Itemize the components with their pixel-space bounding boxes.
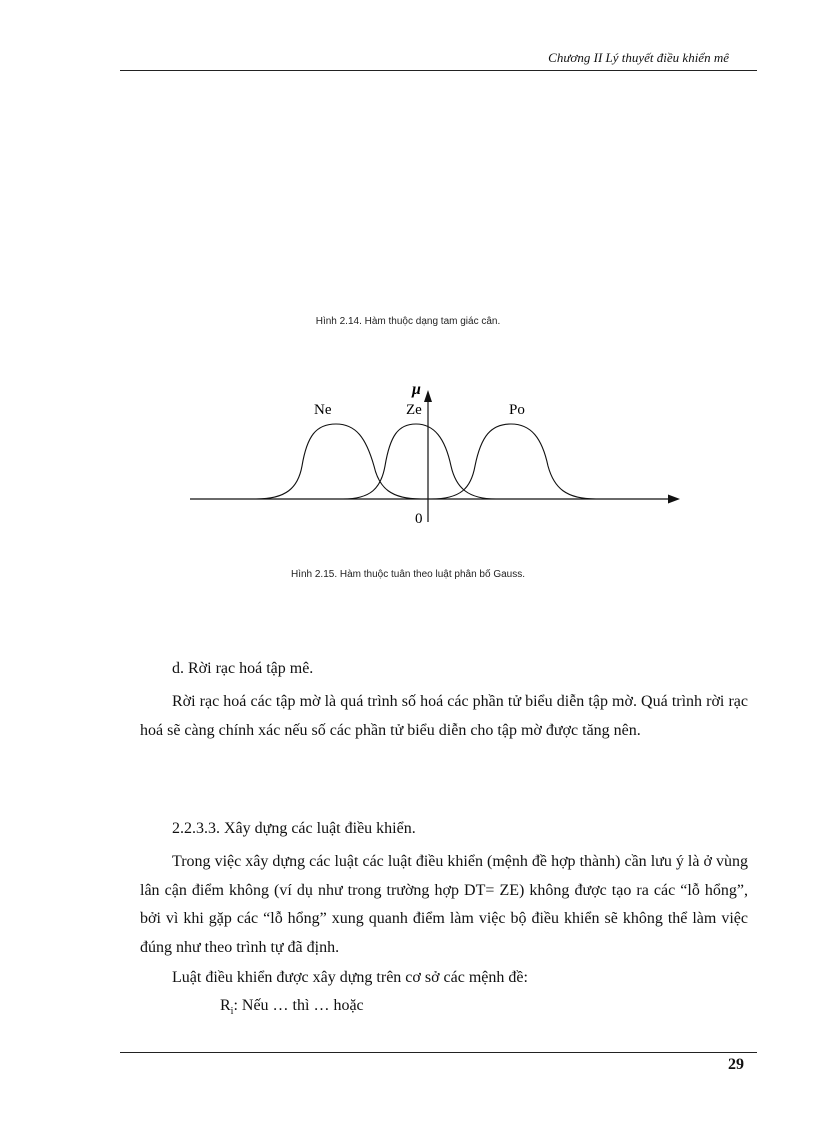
page-header — [120, 48, 757, 71]
figure-2-14-caption: Hình 2.14. Hàm thuộc dạng tam giác cân. — [315, 316, 501, 327]
chapter-title: Chương II Lý thuyết điều khiển mê — [548, 50, 729, 65]
section-2233-paragraph-1: Trong việc xây dựng các luật các luật điều khiển (mệnh đề hợp thành) cần lưu ý là ở vùng lân cận điểm không (ví dụ như trong trường hợp DT= ZE) không được tạo ra các “lỗ hổng”, bởi vì khi gặp các “lỗ hổng” xung quanh điểm làm việc bộ điều khiển sẽ không thể làm việc đúng như theo trình tự đã định. — [140, 853, 748, 956]
rule-symbol: R — [220, 997, 231, 1014]
y-axis-arrow — [424, 390, 432, 402]
y-axis-label: μ — [412, 381, 421, 398]
gauss-membership-figure — [186, 376, 686, 536]
rule-statement — [220, 997, 364, 1017]
set-label-po: Po — [509, 402, 525, 418]
section-d-paragraph: Rời rạc hoá các tập mờ là quá trình số hoá các phần tử biểu diễn tập mờ. Quá trình rời rạc hoá sẽ càng chính xác nếu số các phần tử biểu diễn cho tập mờ được tăng nên. — [140, 693, 748, 739]
rule-text: : Nếu … thì … hoặc — [233, 997, 364, 1014]
curve-ze — [343, 424, 496, 499]
curve-po — [431, 424, 596, 499]
footer-rule — [120, 1052, 757, 1053]
rule-subscript: i — [230, 1006, 234, 1018]
curve-ne — [256, 424, 421, 499]
page-number: 29 — [728, 1056, 744, 1073]
section-d-title: d. Rời rạc hoá tập mê. — [172, 660, 314, 677]
section-2233-paragraph-2: Luật điều khiển được xây dựng trên cơ sở các mệnh đề: — [172, 969, 528, 986]
section-2233-title: 2.2.3.3. Xây dựng các luật điều khiển. — [172, 820, 416, 837]
origin-label: 0 — [415, 511, 423, 527]
x-axis-arrow — [668, 495, 680, 504]
figure-2-15-caption: Hình 2.15. Hàm thuộc tuân theo luật phân bố Gauss. — [290, 569, 526, 580]
set-label-ne: Ne — [314, 402, 332, 418]
set-label-ze: Ze — [406, 402, 422, 418]
